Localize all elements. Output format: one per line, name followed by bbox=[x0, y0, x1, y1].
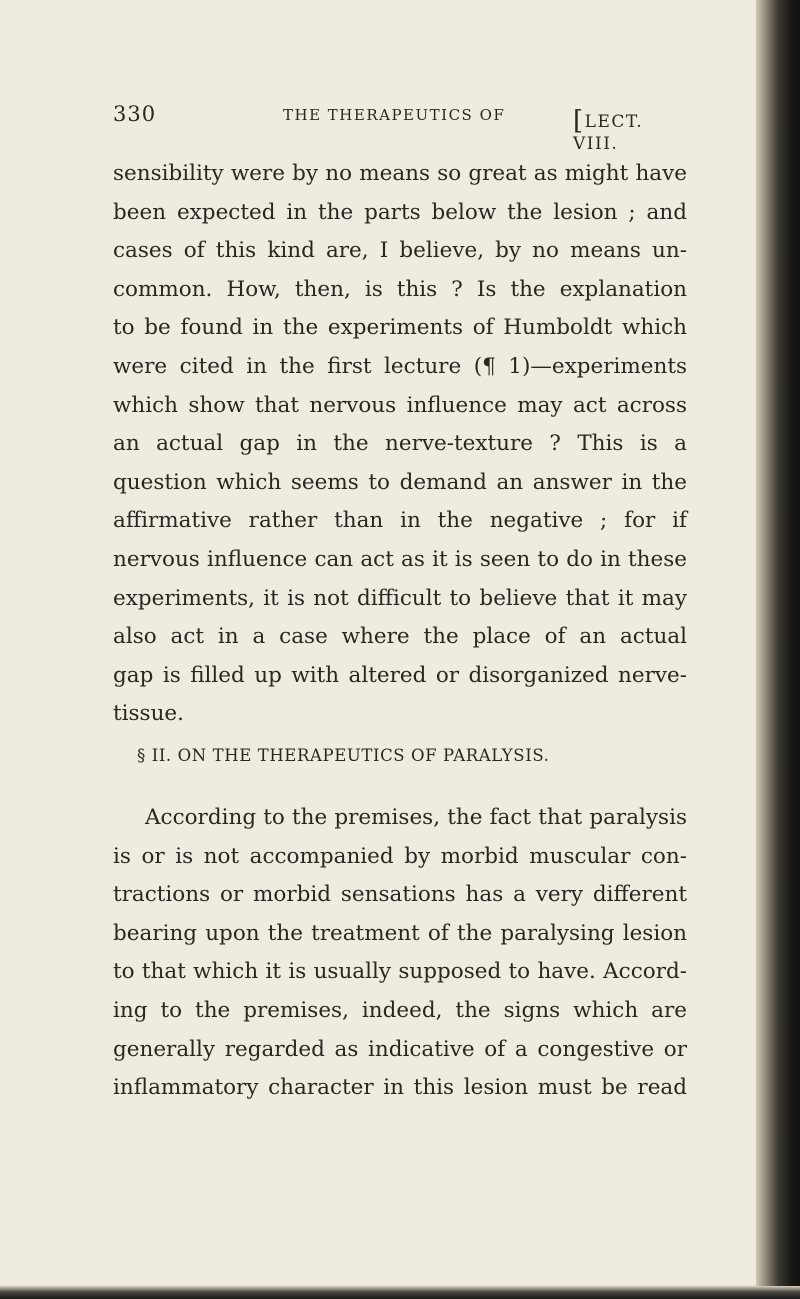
text-line: gap is filled up with altered or disorganized nerve- bbox=[113, 662, 687, 688]
text-line: which show that nervous influence may act across bbox=[113, 392, 687, 418]
text-line: inflammatory character in this lesion must be read bbox=[113, 1075, 687, 1101]
text-line: been expected in the parts below the lesion ; and bbox=[113, 199, 687, 225]
text-line: to that which it is usually supposed to have. Accord- bbox=[113, 959, 687, 985]
text-line: tractions or morbid sensations has a very different bbox=[113, 882, 687, 908]
page-edge-shadow bbox=[756, 0, 800, 1299]
section-heading: § II. ON THE THERAPEUTICS OF PARALYSIS. bbox=[137, 746, 550, 765]
text-line: an actual gap in the nerve-texture ? This is a bbox=[113, 431, 687, 457]
text-line: common. How, then, is this ? Is the explanation bbox=[113, 276, 687, 302]
running-section-label: LECT. VIII. bbox=[573, 112, 644, 154]
running-title: THE THERAPEUTICS OF bbox=[283, 106, 506, 124]
text-line: tissue. bbox=[113, 701, 184, 727]
text-line: also act in a case where the place of an actual bbox=[113, 624, 687, 650]
text-line: question which seems to demand an answer in the bbox=[113, 469, 687, 495]
text-line: cases of this kind are, I believe, by no means un- bbox=[113, 238, 687, 264]
running-section bbox=[573, 104, 686, 154]
text-line: affirmative rather than in the negative ; for if bbox=[113, 508, 687, 534]
text-line: nervous influence can act as it is seen to do in these bbox=[113, 546, 687, 572]
running-header bbox=[113, 102, 686, 154]
text-line: According to the premises, the fact that paralysis bbox=[145, 805, 687, 830]
text-line: is or is not accompanied by morbid muscular con- bbox=[113, 843, 687, 869]
text-line: to be found in the experiments of Humboldt which bbox=[113, 315, 687, 341]
text-line: ing to the premises, indeed, the signs which are bbox=[113, 997, 687, 1023]
text-line: experiments, it is not difficult to believe that it may bbox=[113, 585, 687, 611]
header-bracket: [ bbox=[573, 106, 585, 136]
text-line: sensibility were by no means so great as might have bbox=[113, 161, 687, 186]
text-line: bearing upon the treatment of the paralysing lesion bbox=[113, 920, 687, 946]
text-line: were cited in the first lecture (¶ 1)—experiments bbox=[113, 353, 687, 379]
page-number: 330 bbox=[113, 102, 157, 126]
text-line: generally regarded as indicative of a congestive or bbox=[113, 1036, 687, 1062]
paragraph-2 bbox=[113, 799, 687, 1108]
paragraph-1 bbox=[113, 155, 687, 734]
page-bottom-edge bbox=[0, 1286, 800, 1299]
